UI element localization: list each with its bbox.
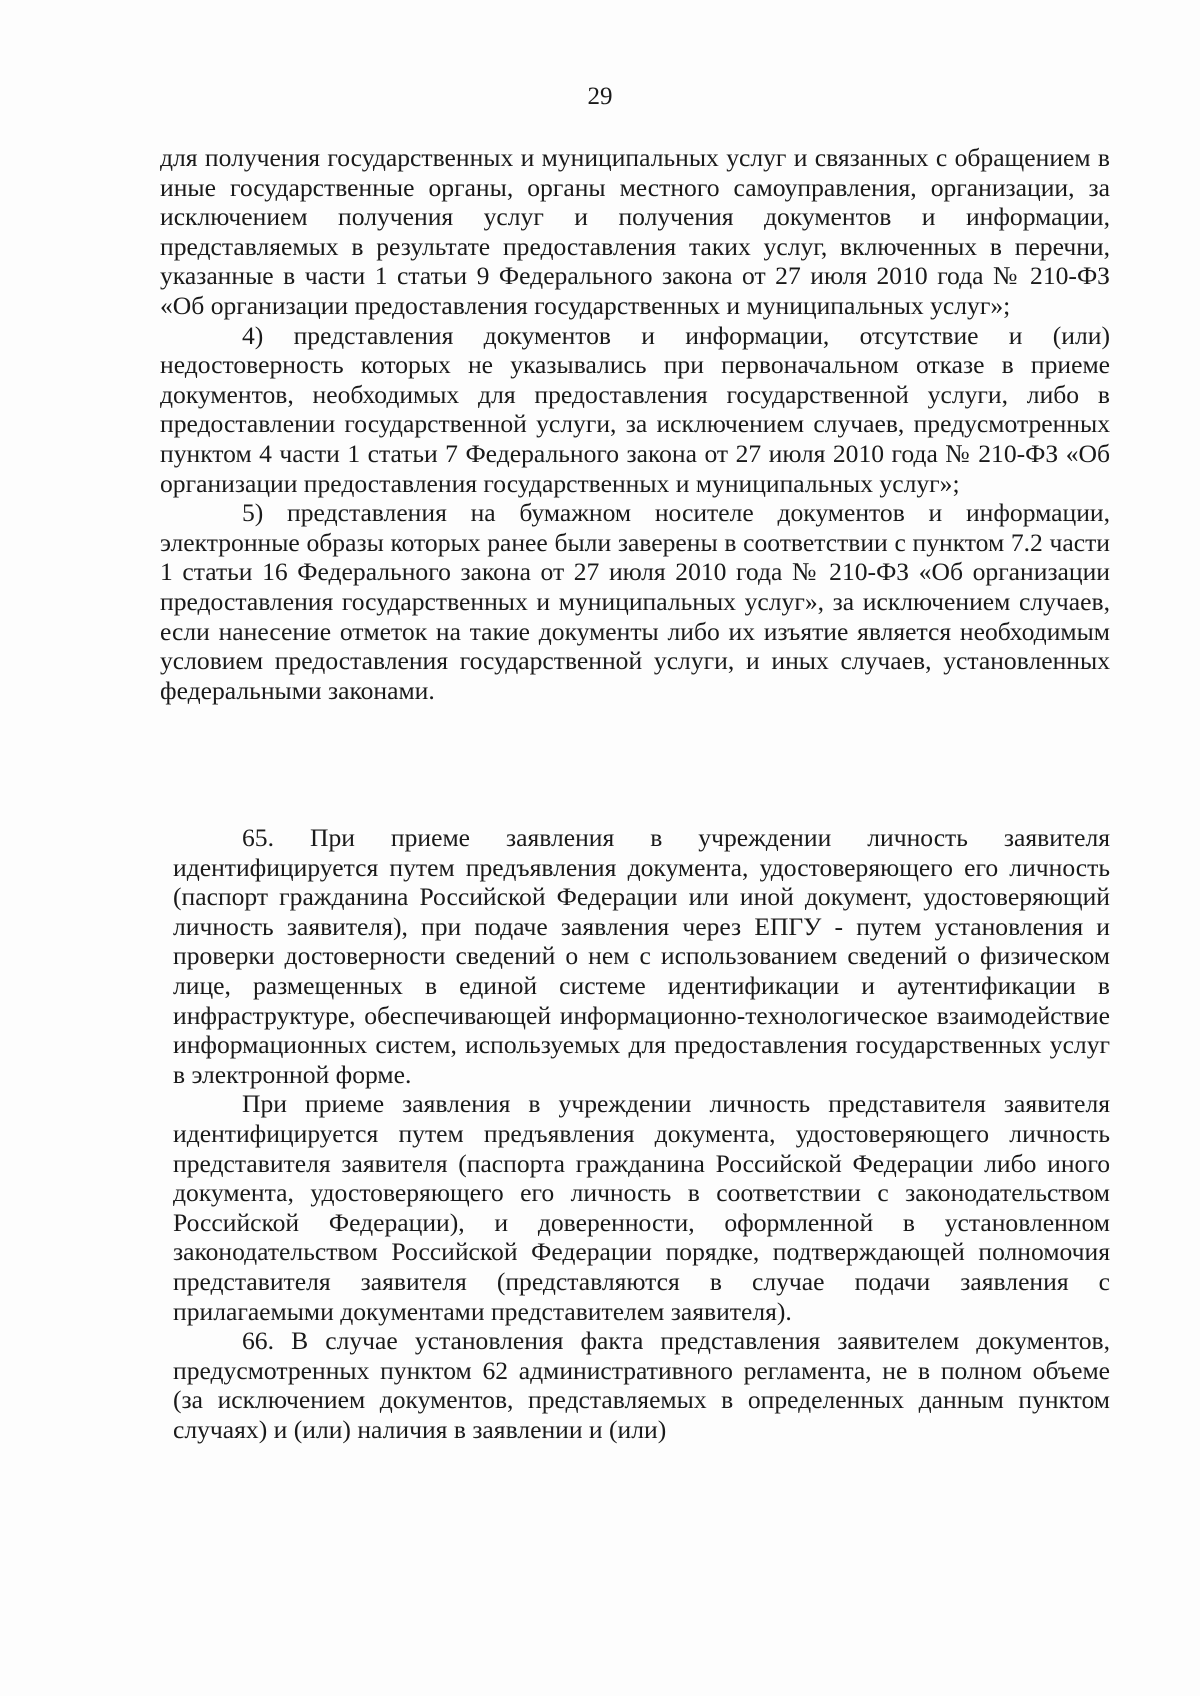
lower-text-block (173, 823, 1110, 1444)
page-number: 29 (587, 83, 613, 110)
upper-text-block (160, 143, 1110, 705)
paragraph-item-4: 4) представления документов и информации, отсутствие и (или) недостоверность которых не указывались при первоначальном отказе в приеме документов, необходимых для предоставления государственной услуги, либо в предоставлении государственной услуги, за исключением случаев, предусмотренных пунктом 4 части 1 статьи 7 Федерального закона от 27 июля 2010 года № 210-ФЗ «Об организации предоставления государственных и муниципальных услуг»; (160, 320, 1110, 498)
paragraph-representative: При приеме заявления в учреждении личность представителя заявителя идентифицируется путем предъявления документа, удостоверяющего личность представителя заявителя (паспорта гражданина Российской Федерации либо иного документа, удостоверяющего его личность в соответствии с законодательством Российской Федерации), и доверенности, оформленной в установленном законодательством Российской Федерации порядке, подтверждающей полномочия представителя заявителя (представляются в случае подачи заявления с прилагаемыми документами представителем заявителя). (173, 1089, 1110, 1326)
paragraph-continuation: для получения государственных и муниципальных услуг и связанных с обращением в иные государственные органы, органы местного самоуправления, организации, за исключением получения услуг и получения документов и информации, представляемых в результате предоставления таких услуг, включенных в перечни, указанные в части 1 статьи 9 Федерального закона от 27 июля 2010 года № 210-ФЗ «Об организации предоставления государственных и муниципальных услуг»; (160, 143, 1110, 320)
paragraph-section-65: 65. При приеме заявления в учреждении личность заявителя идентифицируется путем предъявления документа, удостоверяющего его личность (паспорт гражданина Российской Федерации или иной документ, удостоверяющий личность заявителя), при подаче заявления через ЕПГУ - путем установления и проверки достоверности сведений о нем с использованием сведений о физическом лице, размещенных в единой системе идентификации и аутентификации в инфраструктуре, обеспечивающей информационно-технологическое взаимодействие информационных систем, используемых для предоставления государственных услуг в электронной форме. (173, 823, 1110, 1089)
paragraph-item-5: 5) представления на бумажном носителе документов и информации, электронные образы которых ранее были заверены в соответствии с пунктом 7.2 части 1 статьи 16 Федерального закона от 27 июля 2010 года № 210-ФЗ «Об организации предоставления государственных и муниципальных услуг», за исключением случаев, если нанесение отметок на такие документы либо их изъятие является необходимым условием предоставления государственной услуги, и иных случаев, установленных федеральными законами. (160, 498, 1110, 705)
paragraph-section-66: 66. В случае установления факта представления заявителем документов, предусмотренных пунктом 62 административного регламента, не в полном объеме (за исключением документов, представляемых в определенных данным пунктом случаях) и (или) наличия в заявлении и (или) (173, 1326, 1110, 1444)
